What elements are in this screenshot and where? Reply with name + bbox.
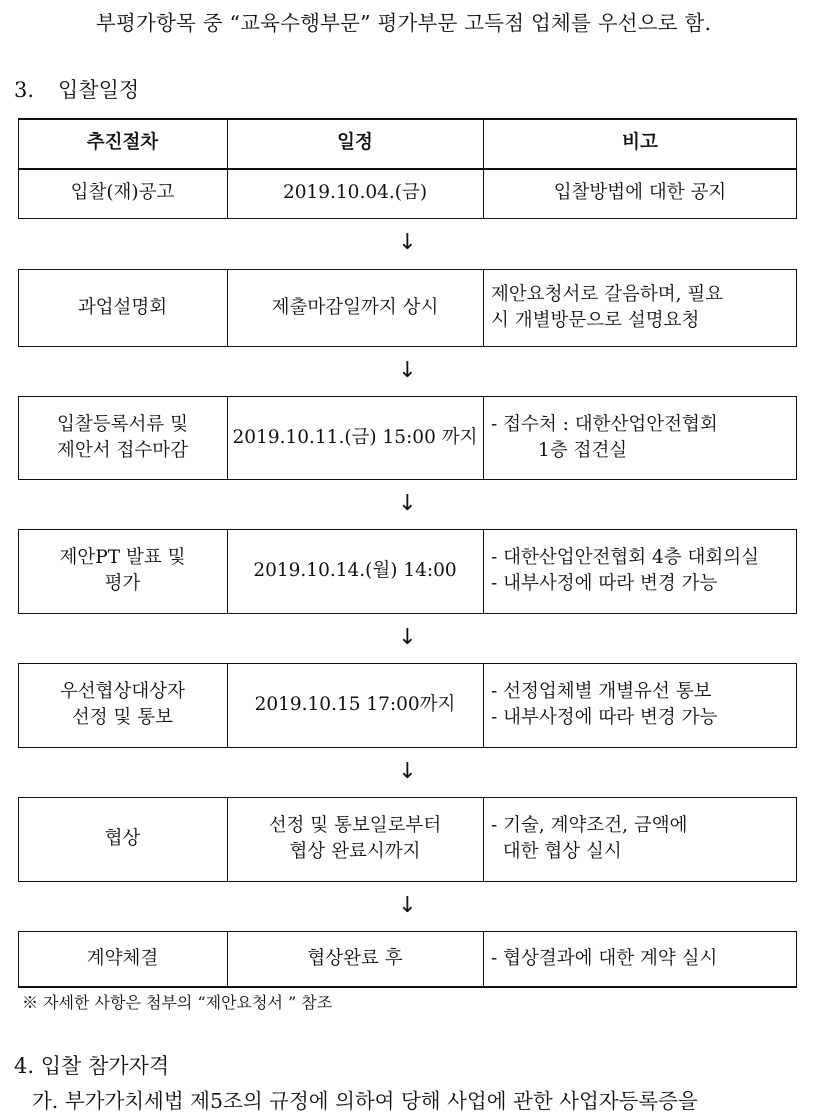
section-3-title: 입찰일정 xyxy=(58,78,140,102)
down-arrow-icon: ↓ xyxy=(398,625,417,650)
date-cell-line: 제출마감일까지 상시 xyxy=(271,296,439,318)
remark-cell xyxy=(483,168,797,218)
down-arrow-icon: ↓ xyxy=(398,358,417,383)
table-footnote: ※ 자세한 사항은 첨부의 “제안요청서 ” 참조 xyxy=(22,993,333,1012)
date-cell xyxy=(227,396,483,479)
date-cell-line: 2019.10.15 17:00까지 xyxy=(254,694,456,715)
date-cell-line: 2019.10.04.(금) xyxy=(282,182,428,203)
date-cell xyxy=(227,168,483,218)
remark-cell-line: - 대한산업안전협회 4층 대회의실 xyxy=(491,547,759,568)
step-cell-line: 선정 및 통보 xyxy=(71,707,174,728)
bidding-schedule-table xyxy=(18,118,797,988)
remark-cell-line: - 내부사정에 따라 변경 가능 xyxy=(491,573,718,594)
remark-cell-line: - 내부사정에 따라 변경 가능 xyxy=(491,707,718,728)
step-cell xyxy=(18,663,227,747)
remark-cell-line: - 선정업체별 개별유선 통보 xyxy=(491,681,712,702)
table-header-cell: 추진절차 xyxy=(86,132,159,153)
remark-cell-line: - 접수처 : 대한산업안전협회 xyxy=(491,413,718,435)
date-cell-line: 2019.10.14.(월) 14:00 xyxy=(253,560,457,581)
section-3-heading xyxy=(14,74,139,104)
step-cell xyxy=(18,529,227,613)
remark-cell-line: 대한 협상 실시 xyxy=(491,841,622,862)
date-cell-line: 2019.10.11.(금) 15:00 까지 xyxy=(232,426,478,448)
step-cell-line: 우선협상대상자 xyxy=(59,681,186,702)
step-cell xyxy=(18,931,227,986)
date-cell xyxy=(227,269,483,346)
section-4-heading: 4. 입찰 참가자격 xyxy=(14,1054,170,1078)
remark-cell-line: - 기술, 계약조건, 금액에 xyxy=(491,815,688,836)
step-cell-line: 계약체결 xyxy=(86,947,159,969)
step-cell-line: 제안서 접수마감 xyxy=(57,439,188,461)
table-bottom-border xyxy=(18,986,797,988)
step-cell xyxy=(18,797,227,881)
date-cell xyxy=(227,797,483,881)
row-bottom-border xyxy=(18,613,797,614)
step-cell-line: 입찰등록서류 및 xyxy=(57,413,188,435)
down-arrow-icon: ↓ xyxy=(398,230,417,255)
step-cell-line: 평가 xyxy=(104,573,141,594)
row-bottom-border xyxy=(18,747,797,748)
remark-cell-line: 입찰방법에 대한 공지 xyxy=(553,182,727,203)
row-bottom-border xyxy=(18,218,797,219)
section-4-item-a: 가. 부가가치세법 제5조의 규정에 의하여 당해 사업에 관한 사업자등록증을 xyxy=(32,1089,698,1113)
remark-cell xyxy=(483,529,797,613)
remark-cell xyxy=(483,931,797,986)
remark-cell xyxy=(483,663,797,747)
row-bottom-border xyxy=(18,346,797,347)
step-cell-line: 제안PT 발표 및 xyxy=(59,547,186,568)
step-cell-line: 과업설명회 xyxy=(77,296,168,318)
step-cell xyxy=(18,168,227,218)
step-cell xyxy=(18,396,227,479)
step-cell xyxy=(18,269,227,346)
date-cell-line: 협상완료 후 xyxy=(307,947,403,969)
remark-cell xyxy=(483,797,797,881)
step-cell-line: 협상 xyxy=(104,828,141,849)
down-arrow-icon: ↓ xyxy=(398,893,417,918)
remark-cell xyxy=(483,269,797,346)
date-cell-line: 협상 완료시까지 xyxy=(289,841,421,862)
date-cell xyxy=(227,663,483,747)
down-arrow-icon: ↓ xyxy=(398,491,417,516)
remark-cell-line: 제안요청서로 갈음하며, 필요 xyxy=(491,283,724,305)
remark-cell xyxy=(483,396,797,479)
date-cell-line: 선정 및 통보일로부터 xyxy=(268,815,442,836)
step-cell-line: 입찰(재)공고 xyxy=(70,182,175,203)
table-header-cell: 일정 xyxy=(337,132,373,153)
remark-cell-line: - 협상결과에 대한 계약 실시 xyxy=(491,947,718,969)
intro-paragraph-line: 부평가항목 중 “교육수행부문” 평가부문 고득점 업체를 우선으로 함. xyxy=(96,11,712,35)
remark-cell-line: 시 개별방문으로 설명요청 xyxy=(491,309,700,331)
remark-cell-line: 1층 접견실 xyxy=(491,439,628,461)
date-cell xyxy=(227,931,483,986)
date-cell xyxy=(227,529,483,613)
row-bottom-border xyxy=(18,479,797,480)
row-bottom-border xyxy=(18,881,797,882)
table-header-cell: 비고 xyxy=(622,132,658,153)
section-3-number: 3. xyxy=(14,78,35,102)
down-arrow-icon: ↓ xyxy=(398,759,417,784)
